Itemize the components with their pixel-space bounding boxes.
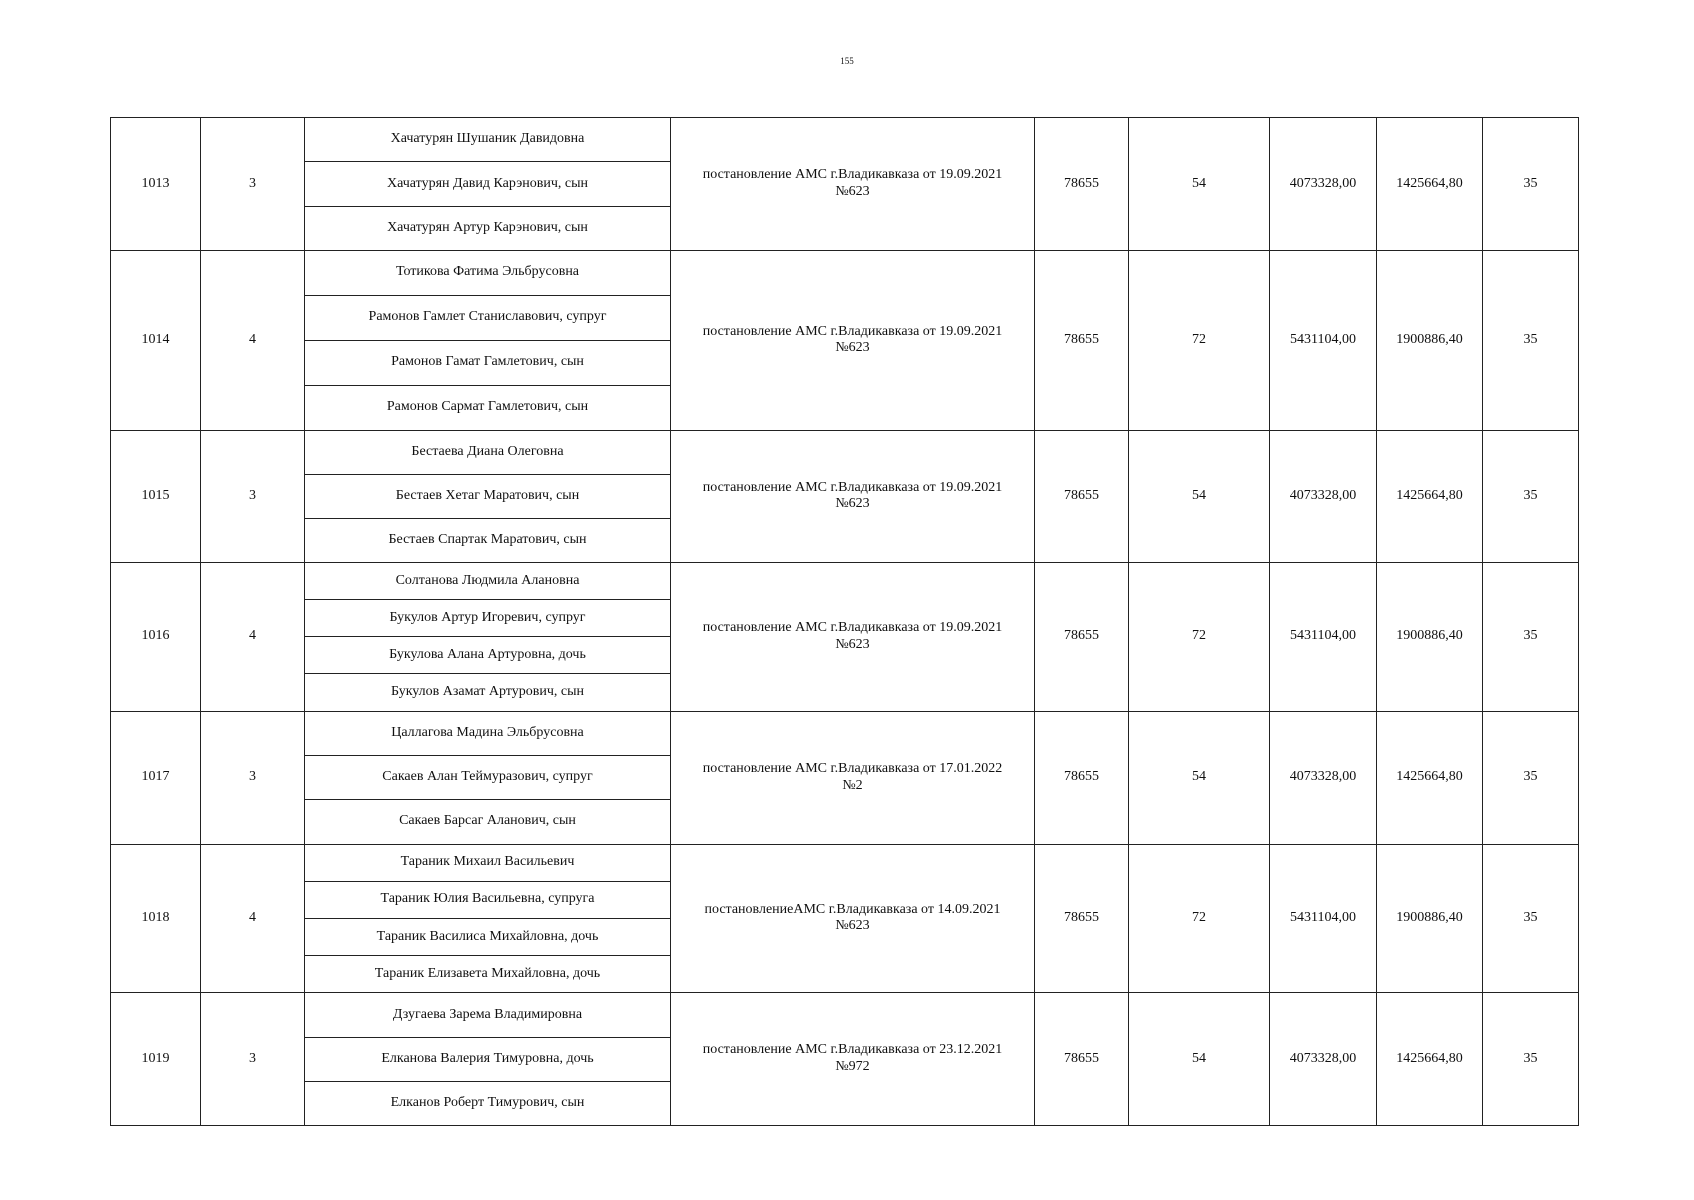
percent: 35 (1483, 562, 1579, 711)
family-size: 4 (201, 562, 305, 711)
record-number: 1015 (111, 430, 201, 562)
decree-number: №2 (842, 777, 863, 793)
subsidy-amount: 1425664,80 (1377, 711, 1483, 844)
decree-number: №623 (835, 496, 870, 512)
table-body (111, 118, 1579, 1126)
total-cost: 5431104,00 (1270, 562, 1377, 711)
record-number: 1014 (111, 250, 201, 430)
decree-number: №972 (835, 1059, 870, 1075)
family-size: 3 (201, 711, 305, 844)
family-size: 3 (201, 430, 305, 562)
total-cost: 4073328,00 (1270, 993, 1377, 1126)
member-name: Хачатурян Артур Карэнович, сын (305, 206, 671, 250)
subsidy-amount: 1425664,80 (1377, 430, 1483, 562)
member-name: Солтанова Людмила Алановна (305, 562, 671, 599)
subsidy-amount: 1425664,80 (1377, 118, 1483, 251)
family-size: 4 (201, 250, 305, 430)
table-row (111, 250, 1579, 295)
family-size: 3 (201, 118, 305, 251)
price-per-sqm: 78655 (1035, 430, 1129, 562)
price-per-sqm: 78655 (1035, 250, 1129, 430)
percent: 35 (1483, 711, 1579, 844)
member-name: Рамонов Сармат Гамлетович, сын (305, 385, 671, 430)
decree-title: постановление АМС г.Владикавказа от 19.09.2021 (702, 479, 1003, 495)
area: 54 (1129, 993, 1270, 1126)
decree-reference (671, 430, 1035, 562)
member-name: Бестаев Хетаг Маратович, сын (305, 474, 671, 518)
record-number: 1019 (111, 993, 201, 1126)
record-number: 1013 (111, 118, 201, 251)
member-name: Букулова Алана Артуровна, дочь (305, 637, 671, 674)
decree-reference (671, 993, 1035, 1126)
member-name: Букулов Азамат Артурович, сын (305, 674, 671, 711)
price-per-sqm: 78655 (1035, 844, 1129, 993)
decree-number: №623 (835, 183, 870, 199)
decree-title: постановление АМС г.Владикавказа от 17.01.2022 (702, 760, 1003, 776)
member-name: Тараник Василиса Михайловна, дочь (305, 918, 671, 955)
total-cost: 5431104,00 (1270, 844, 1377, 993)
price-per-sqm: 78655 (1035, 711, 1129, 844)
decree-title: постановление АМС г.Владикавказа от 19.09.2021 (702, 619, 1003, 635)
member-name: Букулов Артур Игоревич, супруг (305, 600, 671, 637)
decree-title: постановление АМС г.Владикавказа от 19.09.2021 (702, 323, 1003, 339)
decree-reference (671, 250, 1035, 430)
total-cost: 4073328,00 (1270, 118, 1377, 251)
area: 54 (1129, 711, 1270, 844)
member-name: Дзугаева Зарема Владимировна (305, 993, 671, 1037)
member-name: Рамонов Гамат Гамлетович, сын (305, 340, 671, 385)
price-per-sqm: 78655 (1035, 118, 1129, 251)
member-name: Тараник Елизавета Михайловна, дочь (305, 956, 671, 993)
price-per-sqm: 78655 (1035, 993, 1129, 1126)
price-per-sqm: 78655 (1035, 562, 1129, 711)
decree-number: №623 (835, 918, 870, 934)
decree-title: постановление АМС г.Владикавказа от 19.09.2021 (702, 167, 1003, 183)
member-name: Бестаев Спартак Маратович, сын (305, 518, 671, 562)
table-row (111, 430, 1579, 474)
member-name: Хачатурян Шушаник Давидовна (305, 118, 671, 162)
subsidy-amount: 1900886,40 (1377, 250, 1483, 430)
member-name: Тараник Михаил Васильевич (305, 844, 671, 881)
subsidy-amount: 1900886,40 (1377, 844, 1483, 993)
registry-table (110, 117, 1579, 1126)
percent: 35 (1483, 250, 1579, 430)
area: 72 (1129, 844, 1270, 993)
record-number: 1016 (111, 562, 201, 711)
percent: 35 (1483, 993, 1579, 1126)
decree-title: постановлениеАМС г.Владикавказа от 14.09.2021 (704, 901, 1001, 917)
record-number: 1017 (111, 711, 201, 844)
area: 72 (1129, 250, 1270, 430)
member-name: Цаллагова Мадина Эльбрусовна (305, 711, 671, 755)
decree-reference (671, 711, 1035, 844)
member-name: Елканова Валерия Тимуровна, дочь (305, 1037, 671, 1081)
decree-title: постановление АМС г.Владикавказа от 23.12.2021 (702, 1042, 1003, 1058)
decree-number: №623 (835, 340, 870, 356)
decree-reference (671, 844, 1035, 993)
table-row (111, 993, 1579, 1037)
area: 72 (1129, 562, 1270, 711)
record-number: 1018 (111, 844, 201, 993)
member-name: Тараник Юлия Васильевна, супруга (305, 881, 671, 918)
member-name: Тотикова Фатима Эльбрусовна (305, 250, 671, 295)
table-row (111, 118, 1579, 162)
page-number: 155 (840, 56, 854, 66)
member-name: Сакаев Барсаг Аланович, сын (305, 800, 671, 844)
table-row (111, 844, 1579, 881)
subsidy-amount: 1900886,40 (1377, 562, 1483, 711)
area: 54 (1129, 118, 1270, 251)
family-size: 3 (201, 993, 305, 1126)
family-size: 4 (201, 844, 305, 993)
member-name: Рамонов Гамлет Станиславович, супруг (305, 295, 671, 340)
percent: 35 (1483, 118, 1579, 251)
percent: 35 (1483, 430, 1579, 562)
table-row (111, 562, 1579, 599)
decree-reference (671, 118, 1035, 251)
area: 54 (1129, 430, 1270, 562)
member-name: Хачатурян Давид Карэнович, сын (305, 162, 671, 206)
decree-number: №623 (835, 636, 870, 652)
percent: 35 (1483, 844, 1579, 993)
member-name: Бестаева Диана Олеговна (305, 430, 671, 474)
member-name: Сакаев Алан Теймуразович, супруг (305, 755, 671, 799)
subsidy-amount: 1425664,80 (1377, 993, 1483, 1126)
total-cost: 4073328,00 (1270, 430, 1377, 562)
decree-reference (671, 562, 1035, 711)
total-cost: 5431104,00 (1270, 250, 1377, 430)
member-name: Елканов Роберт Тимурович, сын (305, 1081, 671, 1125)
table-row (111, 711, 1579, 755)
total-cost: 4073328,00 (1270, 711, 1377, 844)
